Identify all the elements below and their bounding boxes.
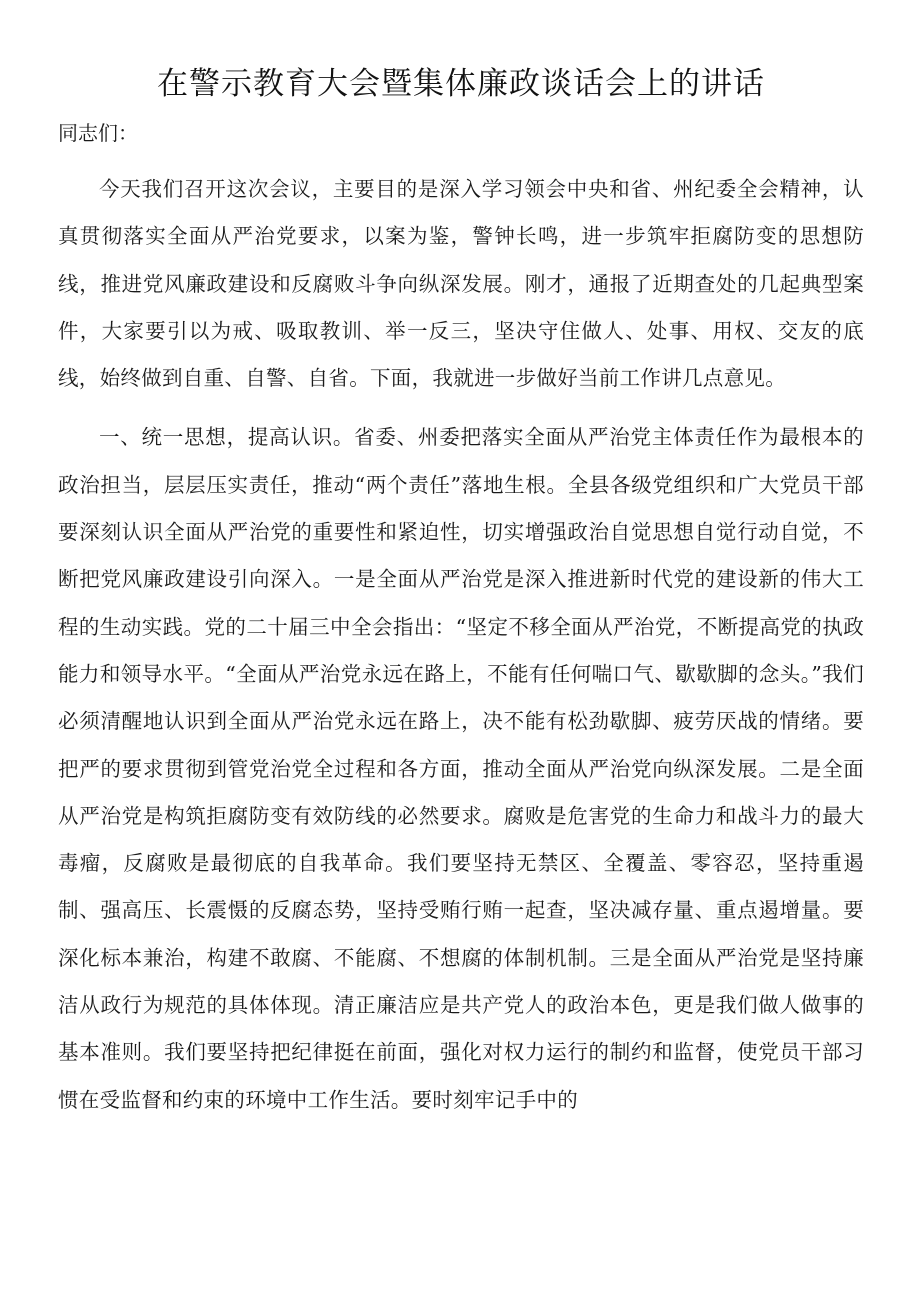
paragraph-introduction: 今天我们召开这次会议，主要目的是深入学习领会中央和省、州纪委全会精神，认真贯彻落实全面从严治党要求，以案为鉴，警钟长鸣，进一步筑牢拒腐防变的思想防线，推进党风廉政建设和反腐败斗争向纵深发展。刚才，通报了近期查处的几起典型案件，大家要引以为戒、吸取教训、举一反三，坚决守住做人、处事、用权、交友的底线，始终做到自重、自警、自省。下面，我就进一步做好当前工作讲几点意见。 bbox=[58, 177, 864, 391]
salutation: 同志们： bbox=[58, 121, 138, 145]
paragraph-section-one: 一、统一思想，提高认识。省委、州委把落实全面从严治党主体责任作为最根本的政治担当，层层压实责任，推动“两个责任”落地生根。全县各级党组织和广大党员干部要深刻认识全面从严治党的重要性和紧迫性，切实增强政治自觉思想自觉行动自觉，不断把党风廉政建设引向深入。一是全面从严治党是深入推进新时代党的建设新的伟大工程的生动实践。党的二十届三中全会指出：“坚定不移全面从严治党，不断提高党的执政能力和领导水平。“全面从严治党永远在路上，不能有任何喘口气、歇歇脚的念头。”我们必须清醒地认识到全面从严治党永远在路上，决不能有松劲歇脚、疲劳厌战的情绪。要把严的要求贯彻到管党治党全过程和各方面，推动全面从严治党向纵深发展。二是全面从严治党是构筑拒腐防变有效防线的必然要求。腐败是危害党的生命力和战斗力的最大毒瘤，反腐败是最彻底的自我革命。我们要坚持无禁区、全覆盖、零容忍，坚持重遏制、强高压、长震慑的反腐态势，坚持受贿行贿一起查，坚决减存量、重点遏增量。要深化标本兼治，构建不敢腐、不能腐、不想腐的体制机制。三是全面从严治党是坚持廉洁从政行为规范的具体体现。清正廉洁应是共产党人的政治本色，更是我们做人做事的基本准则。我们要坚持把纪律挺在前面，强化对权力运行的制约和监督，使党员干部习惯在受监督和约束的环境中工作生活。要时刻牢记手中的 bbox=[58, 425, 864, 1112]
document-title: 在警示教育大会暨集体廉政谈话会上的讲话 bbox=[157, 66, 765, 102]
